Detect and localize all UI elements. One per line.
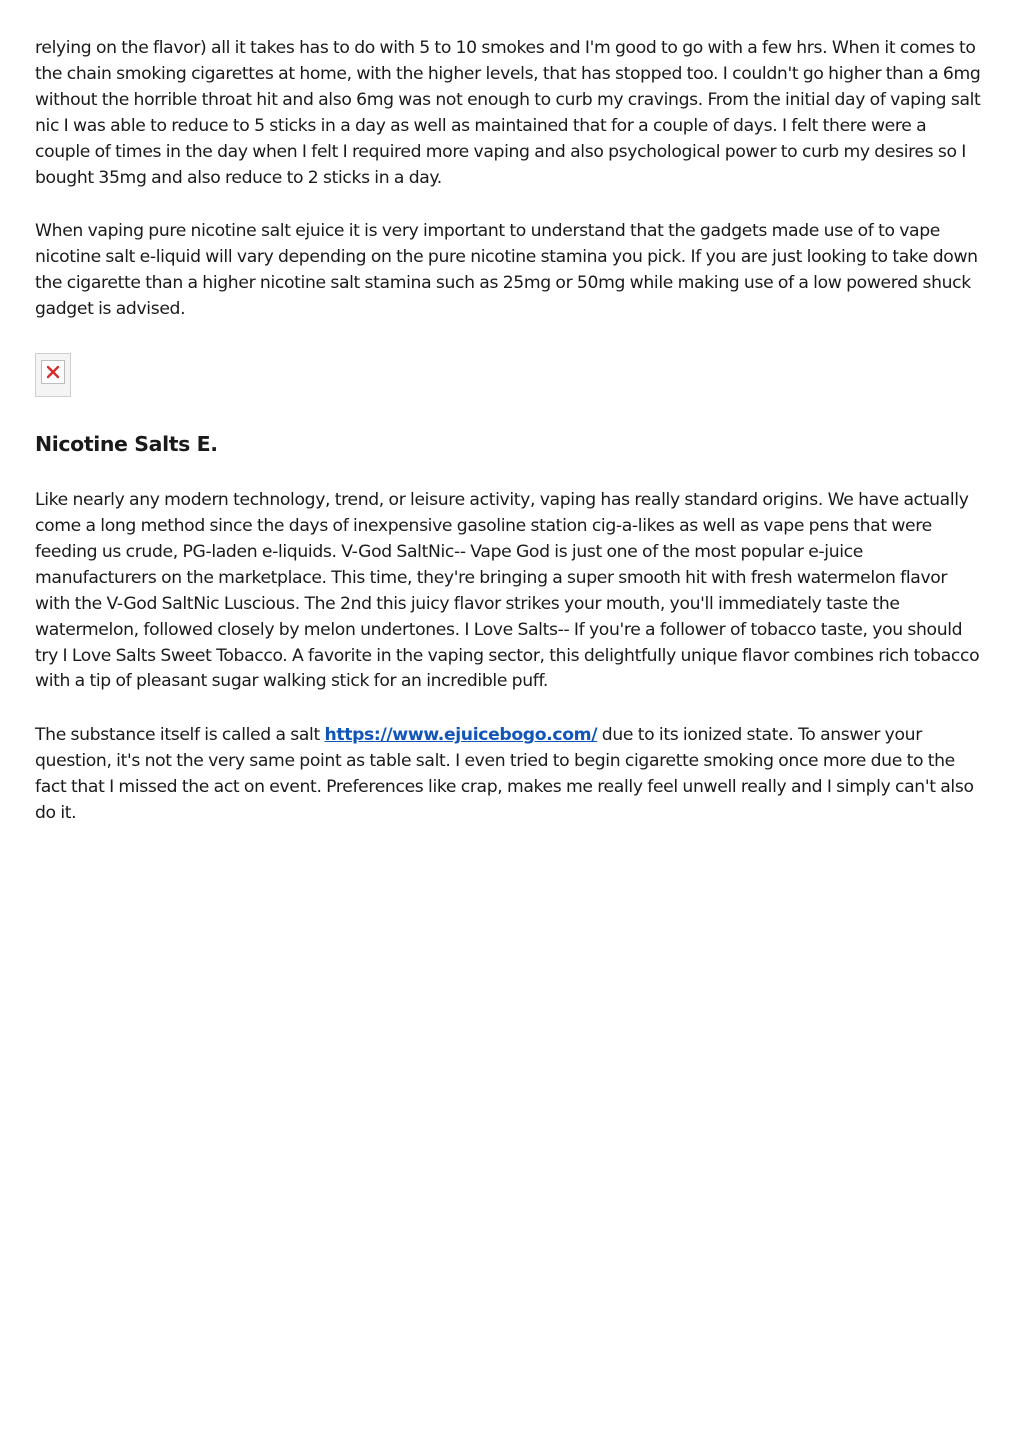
ejuicebogo-link[interactable]: https://www.ejuicebogo.com/ [324,725,598,746]
paragraph-device-advice: When vaping pure nicotine salt ejuice it is very important to understand that the gadgets made use of to vape nicotine salt e-liquid will vary depending on the pure nicotine stamina you pick. If you are just looking to take down the cigarette than a higher nicotine salt stamina such as 25mg or 50mg while making use of a low powered shuck gadget is advised. [35,221,978,320]
broken-image-icon [41,360,65,384]
document-page [35,36,985,827]
paragraph-substance [35,723,985,827]
paragraph-text-after-link: due to its ionized state. To answer your question, it's not the very same point as table salt. I even tried to begin cigarette smoking once more due to the fact that I missed the act on event. Preferences like crap, makes me really feel unwell really and I simply can't also do it. [35,725,974,824]
red-x-icon [46,365,60,379]
section-heading: Nicotine Salts E. [35,432,218,457]
paragraph-salt-nic-experience: relying on the flavor) all it takes has to do with 5 to 10 smokes and I'm good to go with a few hrs. When it comes to the chain smoking cigarettes at home, with the higher levels, that has stopped too. I couldn't go higher than a 6mg without the horrible throat hit and also 6mg was not enough to curb my cravings. From the initial day of vaping salt nic I was able to reduce to 5 sticks in a day as well as maintained that for a couple of days. I felt there were a couple of times in the day when I felt I required more vaping and also psychological power to curb my desires so I bought 35mg and also reduce to 2 sticks in a day. [35,38,981,188]
broken-image-placeholder [35,353,71,397]
paragraph-vaping-origins: Like nearly any modern technology, trend, or leisure activity, vaping has really standard origins. We have actually come a long method since the days of inexpensive gasoline station cig-a-likes as well as vape pens that were feeding us crude, PG-laden e-liquids. V-God SaltNic-- Vape God is just one of the most popular e-juice manufacturers on the marketplace. This time, they're bringing a super smooth hit with fresh watermelon flavor with the V-God SaltNic Luscious. The 2nd this juicy flavor strikes your mouth, you'll immediately taste the watermelon, followed closely by melon undertones. I Love Salts-- If you're a follower of tobacco taste, you should try I Love Salts Sweet Tobacco. A favorite in the vaping sector, this delightfully unique flavor combines rich tobacco with a tip of pleasant sugar walking stick for an incredible puff. [35,490,980,692]
paragraph-text-before-link: The substance itself is called a salt [35,725,325,746]
